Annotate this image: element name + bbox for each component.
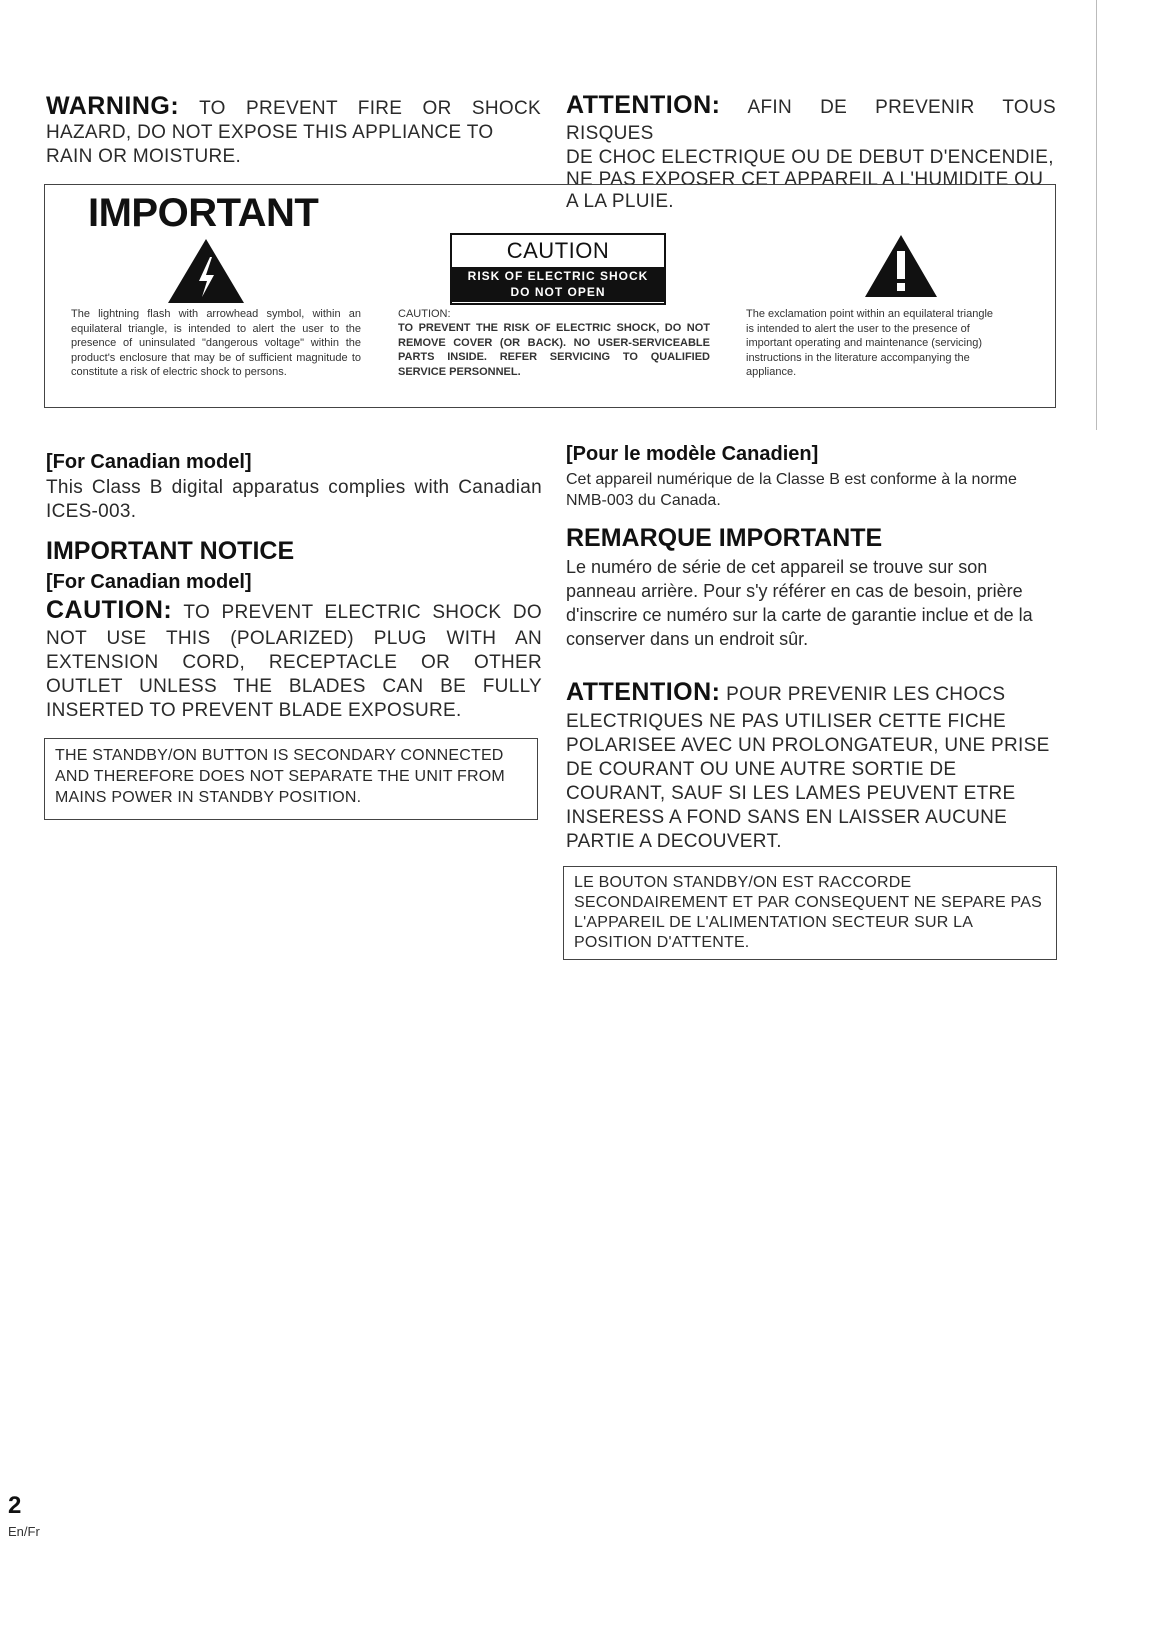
left-column xyxy=(46,450,542,723)
attention-top-label: ATTENTION: xyxy=(566,91,721,119)
caution-band-line1: RISK OF ELECTRIC SHOCK xyxy=(467,269,649,283)
warning-text-line1: TO PREVENT FIRE OR SHOCK xyxy=(199,98,541,119)
warning-text-rest: HAZARD, DO NOT EXPOSE THIS APPLIANCE TO RAIN OR MOISTURE. xyxy=(46,122,494,167)
canadian-heading-en: [For Canadian model] xyxy=(46,451,252,473)
page-number: 2 xyxy=(8,1492,22,1519)
warning-label: WARNING: xyxy=(46,92,180,120)
canadian-text-fr: Cet appareil numérique de la Classe B est conforme à la norme NMB-003 du Canada. xyxy=(566,471,1017,509)
caution-band-line2: DO NOT OPEN xyxy=(510,285,606,299)
caution-en-label: CAUTION: xyxy=(46,596,173,624)
language-code: En/Fr xyxy=(8,1524,40,1539)
lightning-text: The lightning flash with arrowhead symbol, within an equilateral triangle, is intended to alert the user to the presence of uninsulated "dangerous voltage" within the product's enclosure that may be of sufficient magnitude to constitute a risk of electric shock to persons. xyxy=(71,308,361,378)
caution-en-line1: TO PREVENT ELECTRIC SHOCK DO xyxy=(183,602,542,623)
canadian-text-en: This Class B digital apparatus complies with Canadian ICES-003. xyxy=(46,477,542,522)
standby-box-fr xyxy=(563,866,1057,960)
important-box xyxy=(44,184,1056,408)
important-notice-title: IMPORTANT NOTICE xyxy=(46,537,295,565)
caution-label-box xyxy=(450,233,666,305)
right-column xyxy=(566,442,1054,854)
warning-block xyxy=(46,94,541,169)
attention-top-text-rest: DE CHOC ELECTRIQUE OU DE DEBUT D'ENCENDIE, NE PAS EXPOSER CET APPAREIL A L'HUMIDITE OU A LA PLUIE. xyxy=(566,147,1054,212)
binding-edge-line xyxy=(1096,0,1097,430)
notice-canadian-sub: [For Canadian model] xyxy=(46,571,252,593)
attention-fr-rest: ELECTRIQUES NE PAS UTILISER CETTE FICHE POLARISEE AVEC UN PROLONGATEUR, UNE PRISE DE COURANT OU UNE AUTRE SORTIE DE COURANT, SAUF SI LES LAMES PEUVENT ETRE INSERESS A FOND SANS EN LAISSER AUCUNE PARTIE A DECOUVERT. xyxy=(566,711,1050,852)
standby-text-en: THE STANDBY/ON BUTTON IS SECONDARY CONNECTED AND THEREFORE DOES NOT SEPARATE THE UNIT FROM MAINS POWER IN STANDBY POSITION. xyxy=(55,747,505,806)
caution-band xyxy=(452,267,664,302)
warning-line1 xyxy=(46,94,541,121)
attention-fr-line1 xyxy=(566,677,1054,710)
exclamation-text: The exclamation point within an equilateral triangle is intended to alert the user to the presence of important operating and maintenance (servicing) instructions in the literature accompanying the appliance. xyxy=(746,308,994,378)
lightning-warning-icon xyxy=(166,237,246,305)
remarque-title: REMARQUE IMPORTANTE xyxy=(566,524,883,552)
caution-en-rest: NOT USE THIS (POLARIZED) PLUG WITH AN EXTENSION CORD, RECEPTACLE OR OTHER OUTLET UNLESS THE BLADES CAN BE FULLY INSERTED TO PREVENT BLADE EXPOSURE. xyxy=(46,628,542,721)
important-title: IMPORTANT xyxy=(88,191,319,235)
attention-top-line1 xyxy=(566,92,1056,147)
caution-text: TO PREVENT THE RISK OF ELECTRIC SHOCK, DO NOT REMOVE COVER (OR BACK). NO USER-SERVICEABLE PARTS INSIDE. REFER SERVICING TO QUALIFIED SERVICE PERSONNEL. xyxy=(398,322,710,378)
remarque-text: Le numéro de série de cet appareil se trouve sur son panneau arrière. Pour s'y référer en cas de besoin, prière d'inscrire ce numéro sur la carte de garantie incluе et de la conserver dans un endroit sûr. xyxy=(566,557,1033,649)
attention-fr-line1-text: POUR PREVENIR LES CHOCS xyxy=(726,684,1006,705)
caution-line1 xyxy=(46,596,542,627)
caution-heading: CAUTION: xyxy=(398,308,451,320)
standby-text-fr: LE BOUTON STANDBY/ON EST RACCORDE SECONDAIREMENT ET PAR CONSEQUENT NE SEPARE PAS L'APPAREIL DE L'ALIMENTATION SECTEUR SUR LA POSITION D'ATTENTE. xyxy=(574,874,1042,951)
canadian-heading-fr: [Pour le modèle Canadien] xyxy=(566,443,819,465)
attention-top-text-line1: AFIN DE PREVENIR TOUS RISQUES xyxy=(566,97,1056,144)
caution-label: CAUTION xyxy=(506,238,610,263)
attention-fr-label: ATTENTION: xyxy=(566,678,721,706)
exclamation-warning-icon xyxy=(863,233,939,299)
standby-box-en xyxy=(44,738,538,820)
